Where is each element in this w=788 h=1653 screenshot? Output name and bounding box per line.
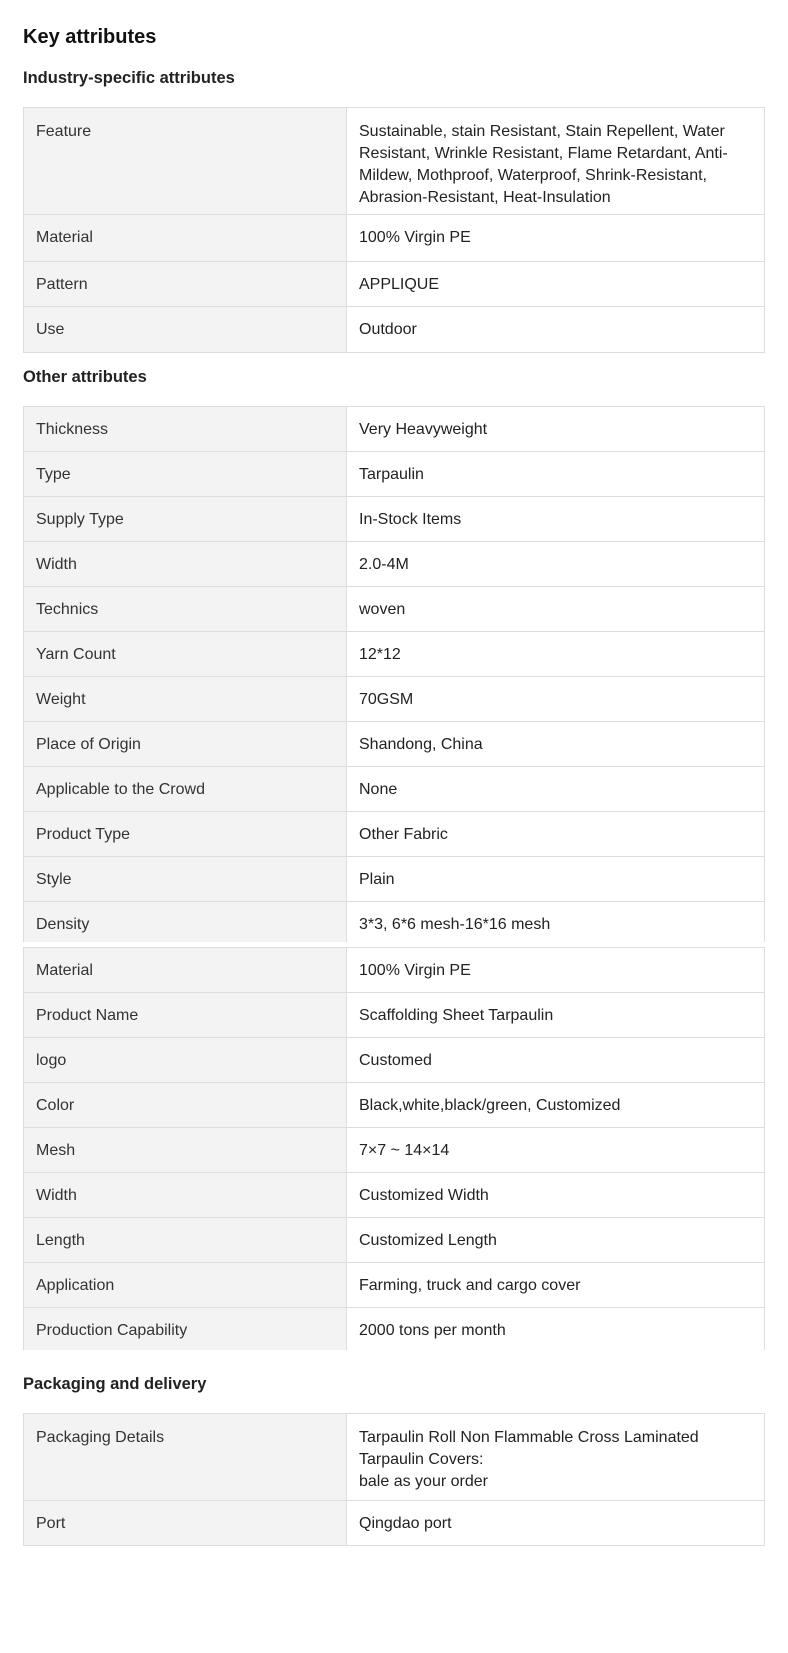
attribute-row [24, 993, 764, 1038]
attribute-value: 70GSM [359, 691, 414, 708]
attribute-name: Packaging Details [24, 1414, 347, 1500]
attribute-value: Black,white,black/green, Customized [359, 1097, 621, 1114]
attribute-name: Length [24, 1218, 347, 1262]
attribute-row [24, 632, 764, 677]
attribute-value: 12*12 [359, 646, 401, 663]
attribute-row [24, 587, 764, 632]
attribute-row [24, 767, 764, 812]
attribute-row [24, 1308, 764, 1350]
attribute-value: Farming, truck and cargo cover [359, 1277, 581, 1294]
attribute-name: Style [24, 857, 347, 901]
attribute-name: Density [24, 902, 347, 942]
attribute-value: 100% Virgin PE [359, 229, 471, 246]
attribute-name: Feature [24, 108, 347, 214]
attribute-value: Tarpaulin Roll Non Flammable Cross Laminated Tarpaulin Covers: bale as your order [359, 1429, 699, 1490]
attribute-value: 100% Virgin PE [359, 962, 471, 979]
packaging-delivery-heading: Packaging and delivery [23, 1375, 207, 1393]
attribute-value: Scaffolding Sheet Tarpaulin [359, 1007, 554, 1024]
packaging-delivery-table [23, 1413, 765, 1546]
attribute-name: Applicable to the Crowd [24, 767, 347, 811]
attribute-value: 2000 tons per month [359, 1322, 506, 1339]
attribute-row [24, 452, 764, 497]
attribute-name: Type [24, 452, 347, 496]
attribute-value: Plain [359, 871, 395, 888]
attribute-row [24, 677, 764, 722]
attribute-value: Other Fabric [359, 826, 448, 843]
attribute-value: woven [359, 601, 406, 618]
attribute-name: Application [24, 1263, 347, 1307]
attribute-name: Pattern [24, 262, 347, 306]
attribute-row [24, 1263, 764, 1308]
attribute-name: Weight [24, 677, 347, 721]
attribute-row [24, 902, 764, 942]
attribute-name: Yarn Count [24, 632, 347, 676]
attribute-value: 7×7 ~ 14×14 [359, 1142, 450, 1159]
attribute-row [24, 307, 764, 352]
attribute-row [24, 722, 764, 767]
industry-attributes-table [23, 107, 765, 353]
attribute-row [24, 812, 764, 857]
industry-attributes-heading: Industry-specific attributes [23, 69, 235, 87]
attribute-value: Outdoor [359, 321, 417, 338]
attribute-value: Customized Width [359, 1187, 489, 1204]
attribute-name: Material [24, 215, 347, 261]
attribute-name: Place of Origin [24, 722, 347, 766]
attribute-name: Port [24, 1501, 347, 1545]
attribute-value: Customized Length [359, 1232, 497, 1249]
other-attributes-table [23, 406, 765, 942]
attribute-row [24, 1038, 764, 1083]
attribute-name: Color [24, 1083, 347, 1127]
attribute-name: Material [24, 948, 347, 992]
attribute-name: Product Name [24, 993, 347, 1037]
attribute-row [24, 1083, 764, 1128]
attribute-name: Production Capability [24, 1308, 347, 1350]
attribute-value: 2.0-4M [359, 556, 409, 573]
attribute-row [24, 542, 764, 587]
attribute-value: Sustainable, stain Resistant, Stain Repellent, Water Resistant, Wrinkle Resistant, Flame Retardant, Anti-Mildew, Mothproof, Waterproof, Shrink-Resistant, Abrasion-Resistant, Heat-Insulation [359, 123, 728, 206]
attribute-row [24, 108, 764, 215]
other-attributes-heading: Other attributes [23, 368, 147, 386]
attribute-row [24, 215, 764, 262]
attribute-value: Tarpaulin [359, 466, 424, 483]
attribute-value: Qingdao port [359, 1515, 452, 1532]
attribute-row [24, 1128, 764, 1173]
attribute-name: Use [24, 307, 347, 352]
attribute-name: Thickness [24, 407, 347, 451]
attribute-value: In-Stock Items [359, 511, 462, 528]
attribute-name: Mesh [24, 1128, 347, 1172]
page-title: Key attributes [23, 26, 157, 48]
attribute-name: logo [24, 1038, 347, 1082]
attribute-row [24, 1218, 764, 1263]
attribute-row [24, 948, 764, 993]
attribute-value: None [359, 781, 398, 798]
other-attributes-table-continued [23, 947, 765, 1350]
attribute-value: Customed [359, 1052, 432, 1069]
attribute-value: 3*3, 6*6 mesh-16*16 mesh [359, 916, 551, 933]
attribute-row [24, 1501, 764, 1545]
attribute-row [24, 1414, 764, 1501]
attribute-row [24, 497, 764, 542]
attribute-name: Technics [24, 587, 347, 631]
attribute-value: Very Heavyweight [359, 421, 488, 438]
attribute-name: Supply Type [24, 497, 347, 541]
attribute-row [24, 1173, 764, 1218]
attribute-row [24, 407, 764, 452]
attribute-row [24, 857, 764, 902]
attribute-name: Product Type [24, 812, 347, 856]
attribute-name: Width [24, 1173, 347, 1217]
attribute-value: APPLIQUE [359, 276, 440, 293]
attribute-value: Shandong, China [359, 736, 483, 753]
attribute-row [24, 262, 764, 307]
attribute-name: Width [24, 542, 347, 586]
